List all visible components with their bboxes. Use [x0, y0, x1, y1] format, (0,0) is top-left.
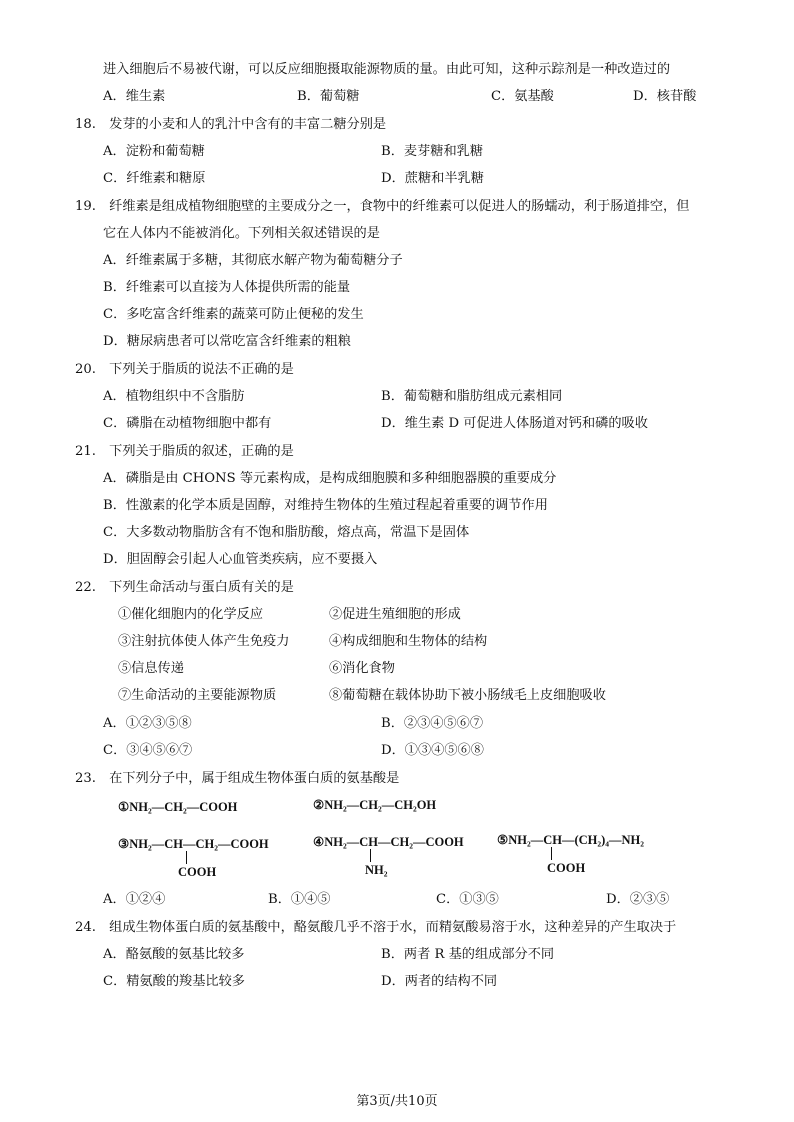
q18-option-a: A．淀粉和葡萄糖	[103, 144, 205, 159]
q22-item-7: ⑦生命活动的主要能源物质	[118, 688, 277, 703]
question-19-stem-cont: 它在人体内不能被消化。下列相关叙述错误的是	[103, 226, 380, 241]
q23-option-c: C．①③⑤	[436, 892, 499, 907]
q18-option-b: B．麦芽糖和乳糖	[381, 144, 484, 159]
q17-option-d: D．核苷酸	[633, 89, 697, 104]
molecule-2: ②NH₂—CH₂—CH₂OH	[313, 798, 437, 812]
q19-option-c: C．多吃富含纤维素的蔬菜可防止便秘的发生	[103, 307, 364, 322]
q21-option-a: A．磷脂是由 CHONS 等元素构成，是构成细胞膜和多种细胞器膜的重要成分	[103, 471, 557, 486]
question-20-stem: 20. 下列关于脂质的说法不正确的是	[75, 362, 294, 377]
q22-option-a: A．①②③⑤⑧	[103, 716, 192, 731]
q22-item-5: ⑤信息传递	[118, 661, 184, 676]
q22-item-8: ⑧葡萄糖在载体协助下被小肠绒毛上皮细胞吸收	[329, 688, 606, 703]
question-19-stem: 19. 纤维素是组成植物细胞壁的主要成分之一，食物中的纤维素可以促进人的肠蠕动，利于肠道排空，但	[75, 199, 690, 214]
question-21-stem: 21. 下列关于脂质的叙述，正确的是	[75, 444, 294, 459]
q20-option-c: C．磷脂在动植物细胞中都有	[103, 416, 272, 431]
molecule-3-branch: COOH	[178, 865, 217, 879]
q24-option-b: B．两者 R 基的组成部分不同	[381, 947, 555, 962]
q23-option-a: A．①②④	[103, 892, 166, 907]
question-22-stem: 22. 下列生命活动与蛋白质有关的是	[75, 580, 294, 595]
molecule-5-bond	[551, 847, 552, 860]
q20-option-b: B．葡萄糖和脂肪组成元素相同	[381, 389, 563, 404]
q20-option-d: D．维生素 D 可促进人体肠道对钙和磷的吸收	[381, 416, 648, 431]
question-24-stem: 24. 组成生物体蛋白质的氨基酸中，酪氨酸几乎不溶于水，而精氨酸易溶于水，这种差异的产生取决于	[75, 920, 677, 935]
q23-option-d: D．②③⑤	[606, 892, 670, 907]
question-18-stem: 18. 发芽的小麦和人的乳汁中含有的丰富二糖分别是	[75, 117, 387, 132]
question-23-stem: 23. 在下列分子中，属于组成生物体蛋白质的氨基酸是	[75, 771, 400, 786]
q20-option-a: A．植物组织中不含脂肪	[103, 389, 245, 404]
q22-option-d: D．①③④⑤⑥⑧	[381, 743, 484, 758]
q17-option-b: B．葡萄糖	[297, 89, 360, 104]
molecule-3-bond	[186, 851, 187, 864]
q22-item-6: ⑥消化食物	[329, 661, 395, 676]
q22-item-4: ④构成细胞和生物体的结构	[329, 634, 488, 649]
molecule-4-bond	[370, 849, 371, 862]
q24-option-a: A．酪氨酸的氨基比较多	[103, 947, 245, 962]
q21-option-c: C．大多数动物脂肪含有不饱和脂肪酸，熔点高，常温下是固体	[103, 525, 470, 540]
q17-option-c: C．氨基酸	[491, 89, 554, 104]
q24-option-c: C．精氨酸的羧基比较多	[103, 974, 245, 989]
q21-option-b: B．性激素的化学本质是固醇，对维持生物体的生殖过程起着重要的调节作用	[103, 498, 548, 513]
q18-option-d: D．蔗糖和半乳糖	[381, 171, 484, 186]
q17-option-a: A．维生素	[103, 89, 166, 104]
q24-option-d: D．两者的结构不同	[381, 974, 498, 989]
q22-item-2: ②促进生殖细胞的形成	[329, 607, 461, 622]
q22-item-1: ①催化细胞内的化学反应	[118, 607, 264, 622]
q19-option-a: A．纤维素属于多糖，其彻底水解产物为葡萄糖分子	[103, 253, 403, 268]
q19-option-d: D．糖尿病患者可以常吃富含纤维素的粗粮	[103, 334, 351, 349]
question-17-stem-tail: 进入细胞后不易被代谢，可以反应细胞摄取能源物质的量。由此可知，这种示踪剂是一种改造过的	[103, 62, 671, 77]
page-number: 第3页/共10页	[356, 1094, 438, 1109]
molecule-5-branch: COOH	[547, 861, 586, 875]
q22-item-3: ③注射抗体使人体产生免疫力	[118, 634, 290, 649]
q21-option-d: D．胆固醇会引起人心血管类疾病，应不要摄入	[103, 552, 378, 567]
molecule-4: ④NH₂—CH—CH₂—COOH	[313, 835, 464, 849]
molecule-4-branch: NH₂	[365, 863, 388, 877]
q19-option-b: B．纤维素可以直接为人体提供所需的能量	[103, 280, 351, 295]
molecule-1: ①NH₂—CH₂—COOH	[118, 800, 238, 814]
q23-option-b: B．①④⑤	[268, 892, 331, 907]
q18-option-c: C．纤维素和糖原	[103, 171, 206, 186]
q22-option-c: C．③④⑤⑥⑦	[103, 743, 193, 758]
molecule-3: ③NH₂—CH—CH₂—COOH	[118, 837, 269, 851]
q22-option-b: B．②③④⑤⑥⑦	[381, 716, 484, 731]
molecule-5: ⑤NH₂—CH—(CH₂)₄—NH₂	[497, 833, 645, 847]
